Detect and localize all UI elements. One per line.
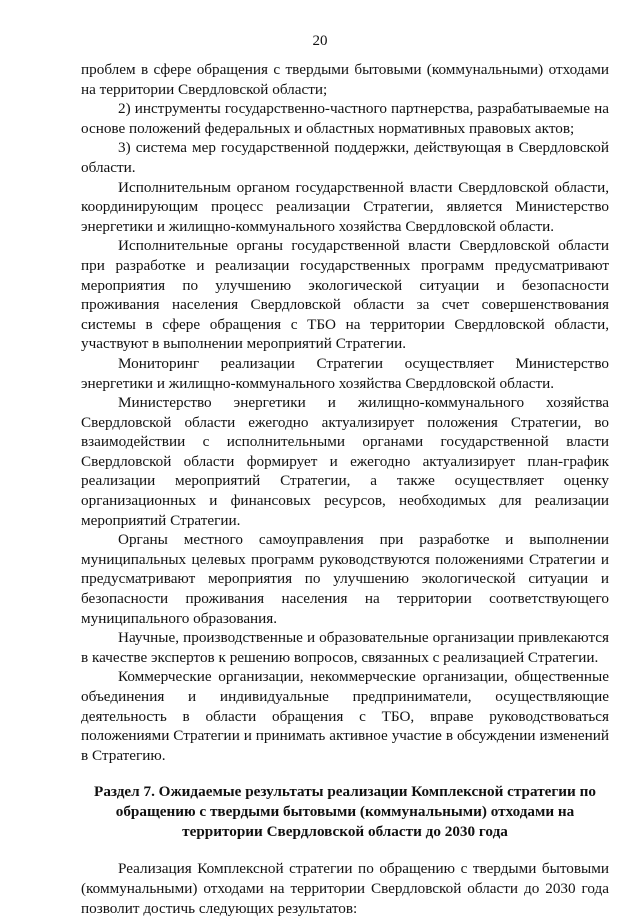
paragraph-list-item-3: 3) система мер государственной поддержки, действующая в Свердловской области.	[81, 139, 609, 176]
document-body	[81, 60, 609, 918]
page-number: 20	[312, 33, 328, 49]
paragraph-scientific-organizations: Научные, производственные и образовательные организации привлекаются в качестве экспертов к решению вопросов, связанных с реализацией Стратегии.	[81, 629, 609, 666]
paragraph-coordinating-body: Исполнительным органом государственной власти Свердловской области, координирующим процесс реализации Стратегии, является Министерство энергетики и жилищно-коммунального хозяйства Свердловской области.	[81, 178, 609, 235]
paragraph-continuation: проблем в сфере обращения с твердыми бытовыми (коммунальными) отходами на территории Свердловской области;	[81, 61, 609, 98]
section-heading: Раздел 7. Ожидаемые результаты реализации Комплексной стратегии по обращению с твердыми бытовыми (коммунальными) отходами на территории Свердловской области до 2030 года	[94, 783, 596, 841]
paragraph-local-government: Органы местного самоуправления при разработке и выполнении муниципальных целевых программ руководствуются положениями Стратегии и предусматривают мероприятия по улучшению экологической ситуации и безопасности проживания населения на территории соответствующего муниципального образования.	[81, 531, 609, 627]
paragraph-executive-bodies: Исполнительные органы государственной власти Свердловской области при разработке и реализации государственных программ предусматривают мероприятия по улучшению экологической ситуации и безопасности проживания населения Свердловской области за счет совершенствования системы в сфере обращения с ТБО на территории Свердловской области, участвуют в выполнении мероприятий Стратегии.	[81, 237, 609, 353]
paragraph-commercial-organizations: Коммерческие организации, некоммерческие организации, общественные объединения и индивидуальные предприниматели, осуществляющие деятельность в области обращения с ТБО, вправе руководствоваться положениями Стратегии и принимать активное участие в обсуждении изменений в Стратегию.	[81, 668, 609, 764]
paragraph-list-item-2: 2) инструменты государственно-частного партнерства, разрабатываемые на основе положений федеральных и областных нормативных правовых актов;	[81, 100, 609, 137]
paragraph-monitoring: Мониторинг реализации Стратегии осуществляет Министерство энергетики и жилищно-коммунального хозяйства Свердловской области.	[81, 354, 609, 392]
paragraph-expected-results: Реализация Комплексной стратегии по обращению с твердыми бытовыми (коммунальными) отходами на территории Свердловской области до 2030 года позволит достичь следующих результатов:	[81, 860, 609, 917]
paragraph-ministry-actions: Министерство энергетики и жилищно-коммунального хозяйства Свердловской области ежегодно актуализирует положения Стратегии, во взаимодействии с исполнительными органами государственной власти Свердловской области формирует и ежегодно актуализирует план-график реализации мероприятий Стратегии, а также осуществляет оценку организационных и финансовых ресурсов, необходимых для реализации мероприятий Стратегии.	[81, 394, 609, 529]
